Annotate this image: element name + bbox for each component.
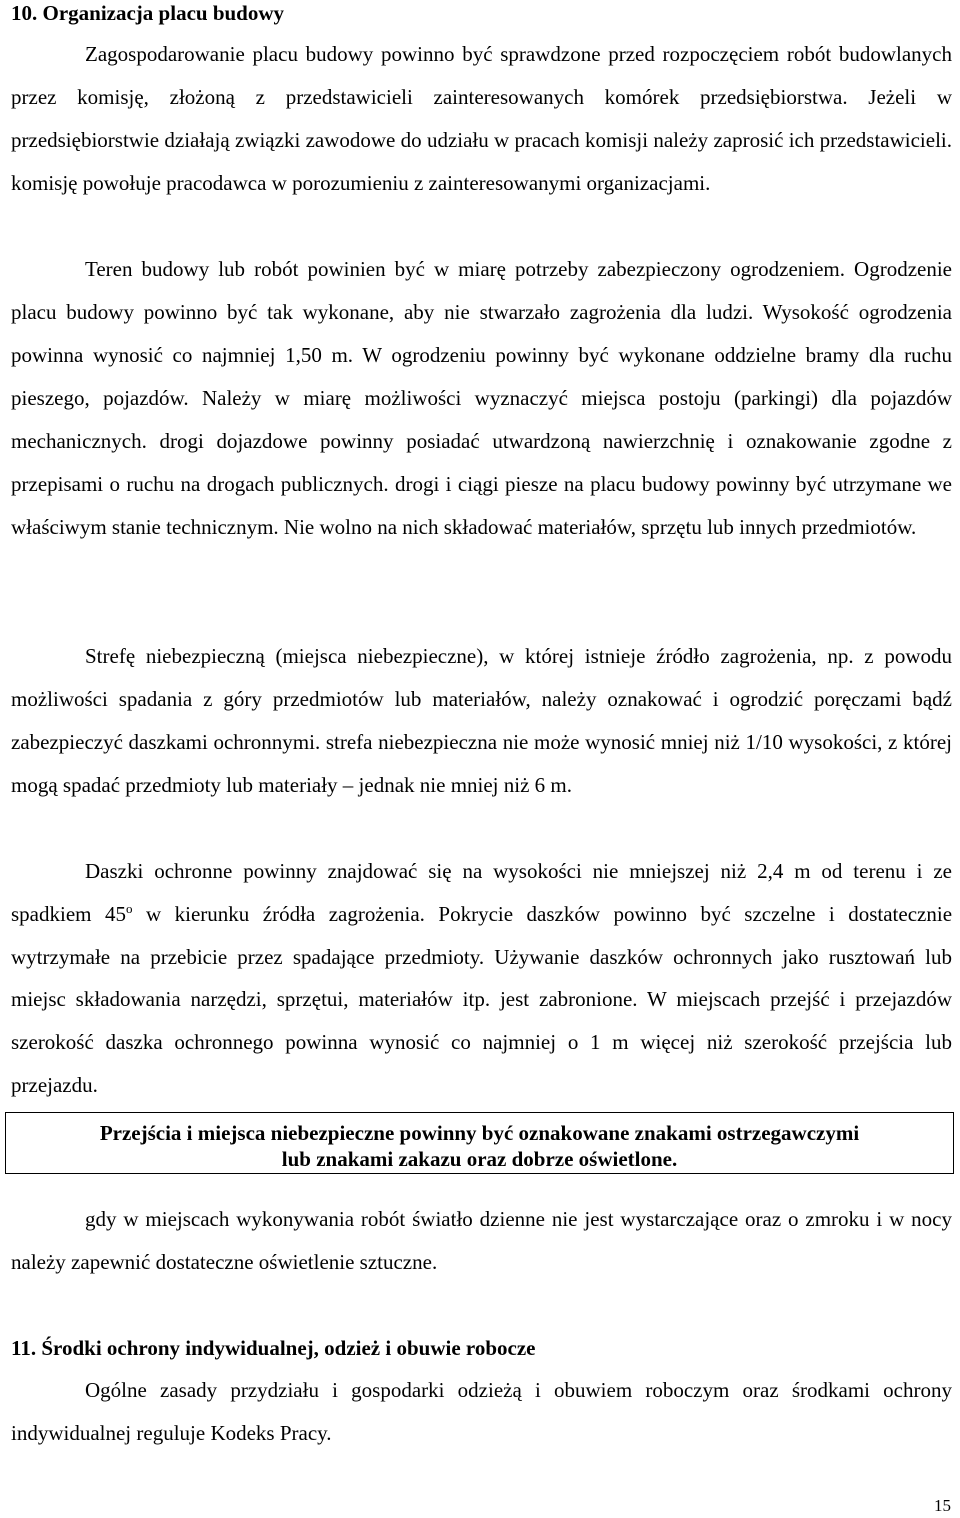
section-11-heading: 11. Środki ochrony indywidualnej, odzież i obuwie robocze bbox=[11, 1336, 536, 1360]
paragraph-4-text-end: w kierunku źródła zagrożenia. Pokrycie daszków powinno być szczelne i dostatecznie wytrzymałe na przebicie przez spadające przedmioty. Używanie daszków ochronnych jako rusztowań lub miejsc składowania narzędzi, sprzętui, materiałów itp. jest zabronione. W miejscach przejść i przejazdów szerokość daszka ochronnego powinna wynosić co najmniej o 1 m więcej niż szerokość przejścia lub przejazdu. bbox=[11, 901, 953, 1097]
warning-box-line-1: Przejścia i miejsca niebezpieczne powinny być oznakowane znakami ostrzegawczymi bbox=[99, 1121, 860, 1145]
paragraph-4-text-start: Daszki ochronne powinny znajdować się na wysokości nie mniejszej niż 2,4 m od terenu i ze spadkiem 45 bbox=[11, 859, 952, 926]
section-10-paragraph-3: Strefę niebezpieczną (miejsca niebezpieczne), w której istnieje źródło zagrożenia, np. z powodu możliwości spadania z góry przedmiotów lub materiałów, należy oznakować i ogrodzić poręczami bądź zabezpieczyć daszkami ochronnymi. strefa niebezpieczna nie może wynosić mniej niż 1/10 wysokości, z której mogą spadać przedmioty lub materiały – jednak nie mniej niż 6 m. bbox=[11, 644, 952, 797]
section-10-paragraph-1: Zagospodarowanie placu budowy powinno być sprawdzone przed rozpoczęciem robót budowlanych przez komisję, złożoną z przedstawicieli zainteresowanych komórek przedsiębiorstwa. Jeżeli w przedsiębiorstwie działają związki zawodowe do udziału w pracach komisji należy zaprosić ich przedstawicieli. komisję powołuje pracodawca w porozumieniu z zainteresowanymi organizacjami. bbox=[11, 42, 952, 195]
degree-superscript: o bbox=[125, 900, 133, 916]
warning-box bbox=[5, 1112, 954, 1174]
warning-box-text bbox=[6, 1120, 953, 1172]
page-number: 15 bbox=[934, 1496, 951, 1515]
warning-box-line-2: lub znakami zakazu oraz dobrze oświetlone. bbox=[281, 1147, 678, 1171]
section-11-paragraph-1: Ogólne zasady przydziału i gospodarki odzieżą i obuwiem roboczym oraz środkami ochrony indywidualnej reguluje Kodeks Pracy. bbox=[11, 1378, 952, 1445]
section-10-heading: 10. Organizacja placu budowy bbox=[11, 1, 285, 25]
section-10-paragraph-2: Teren budowy lub robót powinien być w miarę potrzeby zabezpieczony ogrodzeniem. Ogrodzenie placu budowy powinno być tak wykonane, aby nie stwarzało zagrożenia dla ludzi. Wysokość ogrodzenia powinna wynosić co najmniej 1,50 m. W ogrodzeniu powinny być wykonane oddzielne bramy dla ruchu pieszego, pojazdów. Należy w miarę możliwości wyznaczyć miejsca postoju (parkingi) dla pojazdów mechanicznych. drogi dojazdowe powinny posiadać utwardzoną nawierzchnię i oznakowanie zgodne z przepisami o ruchu na drogach publicznych. drogi i ciągi piesze na placu budowy powinny być utrzymane we właściwym stanie technicznym. Nie wolno na nich składować materiałów, sprzętu lub innych przedmiotów. bbox=[11, 257, 952, 539]
section-10-paragraph-4 bbox=[11, 850, 952, 1107]
section-10-paragraph-5: gdy w miejscach wykonywania robót światło dzienne nie jest wystarczające oraz o zmroku i w nocy należy zapewnić dostateczne oświetlenie sztuczne. bbox=[11, 1207, 952, 1274]
